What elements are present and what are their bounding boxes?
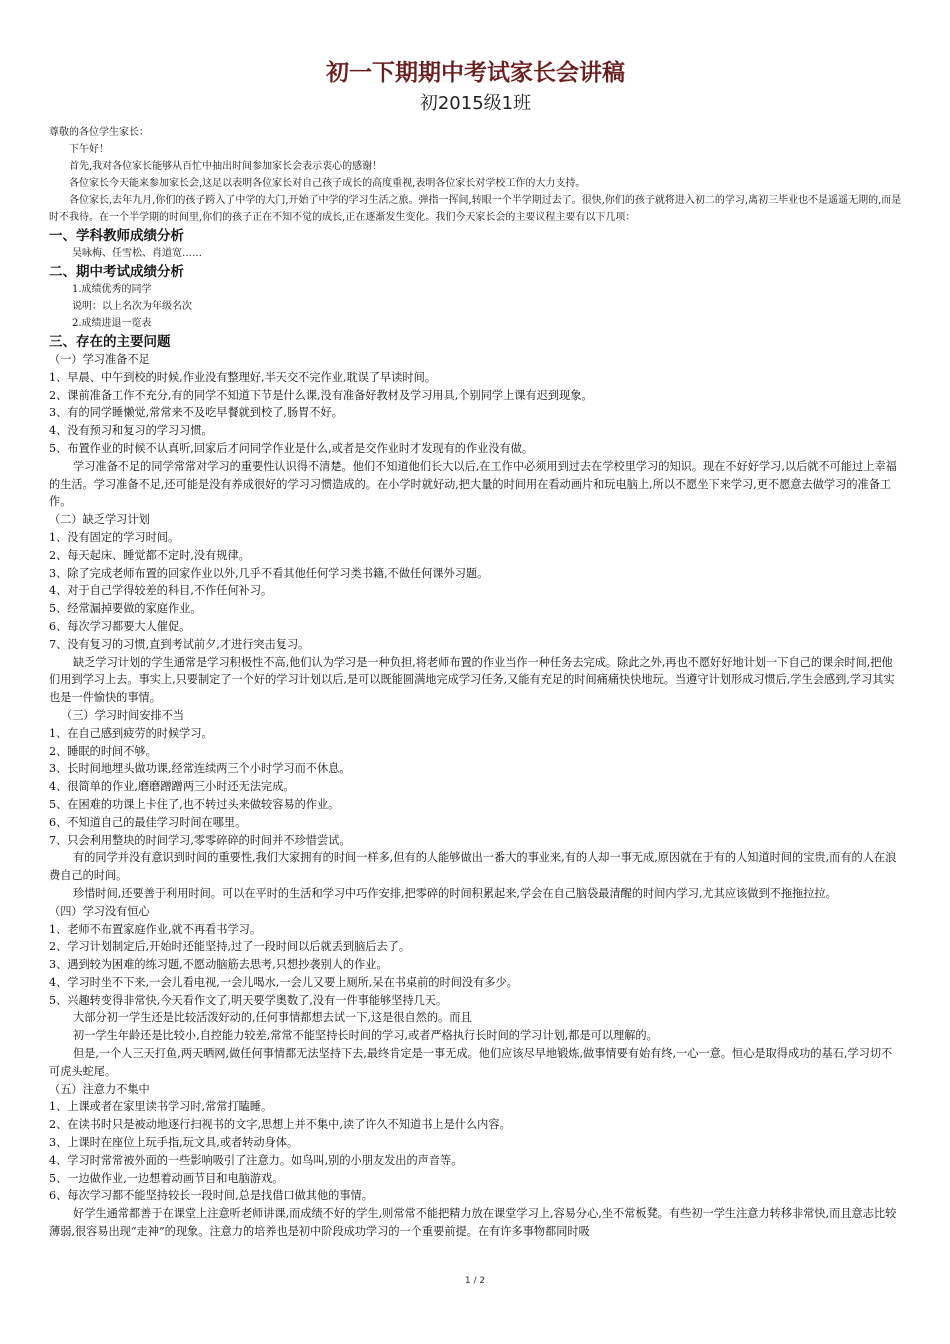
greeting: 下午好！: [69, 144, 109, 155]
problem-parts: [49, 351, 902, 1241]
list-item: 2、每天起床、睡觉都不定时,没有规律。: [49, 548, 250, 562]
list-item: 7、没有复习的习惯,直到考试前夕,才进行突击复习。: [49, 637, 310, 651]
list-item: 4、对于自己学得较差的科目,不作任何补习。: [49, 584, 273, 598]
section-heading-2: 二、期中考试成绩分析: [49, 264, 184, 280]
page-number: 1 / 2: [464, 1276, 486, 1286]
explanation-paragraph: 但是,一个人三天打鱼,两天晒网,做任何事情都无法坚持下去,最终肯定是一事无成。他们应该尽早地锻炼,做事情要有始有终,一心一意。恒心是取得成功的基石,学习切不可虎头蛇尾。: [49, 1047, 893, 1078]
list-item: 4、学习时常常被外面的一些影响吸引了注意力。如鸟叫,别的小朋友发出的声音等。: [49, 1153, 463, 1167]
explanation-paragraph: 初一学生年龄还是比较小,自控能力较差,常常不能坚持长时间的学习,或者严格执行长时间的学习计划,都是可以理解的。: [73, 1029, 658, 1043]
list-item: 7、只会利用整块的时间学习,零零碎碎的时间并不珍惜尝试。: [49, 833, 351, 847]
list-item: 1、在自己感到疲劳的时候学习。: [49, 726, 213, 740]
list-item: 3、有的同学睡懒觉,常常来不及吃早餐就到校了,肠胃不好。: [49, 406, 343, 420]
subsection-title: （三）学习时间安排不当: [61, 708, 185, 722]
list-item: 5、兴趣转变得非常快,今天看作文了,明天要学奥数了,没有一件事能够坚持几天。: [49, 993, 448, 1007]
subsection-title: （四）学习没有恒心: [49, 904, 150, 918]
section-heading-3: 三、存在的主要问题: [49, 334, 171, 350]
list-item: 6、每次学习都不能坚持较长一段时间,总是找借口做其他的事情。: [49, 1189, 373, 1203]
list-item: 4、很简单的作业,磨磨蹭蹭两三小时还无法完成。: [49, 780, 295, 794]
explanation-paragraph: 好学生通常都善于在课堂上注意听老师讲课,而成绩不好的学生,则常常不能把精力放在课堂学习上,容易分心,坐不常板凳。有些初一学生注意力转移非常快,而且意志比较薄弱,很容易出现“走神”的现象。注意力的培养也是初中阶段成功学习的一个重要前提。在有许多事物都同时吸: [49, 1207, 897, 1239]
list-item: 2、课前准备工作不充分,有的同学不知道下节是什么课,没有准备好教材及学习用具,个别同学上课有迟到现象。: [49, 388, 593, 402]
list-item: 3、遇到较为困难的练习题,不愿动脑筋去思考,只想抄袭别人的作业。: [49, 958, 388, 972]
list-item: 3、上课时在座位上玩手指,玩文具,或者转动身体。: [49, 1136, 299, 1150]
list-item: 1、上课或者在家里读书学习时,常常打瞌睡。: [49, 1100, 273, 1114]
section2-line: 2.成绩进退一览表: [72, 318, 152, 329]
salutation: 尊敬的各位学生家长：: [49, 127, 149, 138]
intro-paragraph: 各位家长,去年九月,你们的孩子跨入了中学的大门,开始了中学的学习生活之旅。弹指一挥间,转眼一个半学期过去了。很快,你们的孩子就将进入初二的学习,离初三毕业也不是遥遥无期的,而是时不我待。在一个半学期的时间里,你们的孩子正在不知不觉的成长,正在逐渐发生变化。我们今天家长会的主要议程主要有以下几项：: [49, 195, 902, 223]
explanation-paragraph: 珍惜时间,还要善于利用时间。可以在平时的生活和学习中巧作安排,把零碎的时间积累起来,学会在自己脑袋最清醒的时间内学习,尤其应该做到不拖拖拉拉。: [73, 886, 837, 900]
explanation-paragraph: 有的同学并没有意识到时间的重要性,我们大家拥有的时间一样多,但有的人能够做出一番大的事业来,有的人却一事无成,原因就在于有的人知道时间的宝贵,而有的人在浪费自己的时间。: [49, 851, 897, 883]
explanation-paragraph: 缺乏学习计划的学生通常是学习积极性不高,他们认为学习是一种负担,将老师布置的作业当作一种任务去完成。除此之外,再也不愿好好地计划一下自己的课余时间,把他们用到学习上去。事实上,只要制定了一个好的学习计划以后,是可以既能圆满地完成学习任务,又能有充足的时间痛痛快快地玩。当遵守计划形成习惯后,学生会感到,学习其实也是一件愉快的事情。: [49, 655, 895, 705]
list-item: 6、不知道自己的最佳学习时间在哪里。: [49, 815, 247, 829]
list-item: 3、长时间地埋头做功课,经常连续两三个小时学习而不休息。: [49, 762, 351, 776]
section-heading-1: 一、学科教师成绩分析: [49, 228, 184, 244]
list-item: 6、每次学习都要大人催促。: [49, 619, 191, 633]
list-item: 4、没有预习和复习的学习习惯。: [49, 424, 213, 438]
list-item: 5、一边做作业,一边想着动画节目和电脑游戏。: [49, 1171, 284, 1185]
document-title: 初一下期期中考试家长会讲稿: [326, 60, 625, 86]
list-item: 1、老师不布置家庭作业,就不再看书学习。: [49, 922, 262, 936]
subsection-title: （五）注意力不集中: [49, 1082, 150, 1096]
intro-paragraph: 各位家长今天能来参加家长会,这足以表明各位家长对自己孩子成长的高度重视,表明各位家长对学校工作的大力支持。: [69, 178, 586, 189]
section2-line: 1.成绩优秀的同学: [72, 284, 152, 295]
list-item: 2、学习计划制定后,开始时还能坚持,过了一段时间以后就丢到脑后去了。: [49, 940, 411, 954]
intro-paragraph: 首先,我对各位家长能够从百忙中抽出时间参加家长会表示衷心的感谢！: [69, 161, 383, 172]
list-item: 4、学习时坐不下来,一会儿看电视,一会儿喝水,一会儿又要上厕所,呆在书桌前的时间没有多少。: [49, 975, 518, 989]
subsection-title: （二）缺乏学习计划: [49, 513, 150, 527]
document-subtitle: 初2015级1班: [419, 93, 532, 114]
section1-line: 吴咏梅、任雪松、肖道宽……: [72, 248, 202, 259]
list-item: 5、布置作业的时候不认真听,回家后才问同学作业是什么,或者是交作业时才发现有的作业没有做。: [49, 441, 534, 455]
list-item: 1、没有固定的学习时间。: [49, 530, 180, 544]
list-item: 5、经常漏掉要做的家庭作业。: [49, 602, 202, 616]
list-item: 2、在读书时只是被动地逐行扫视书的文字,思想上并不集中,读了许久不知道书上是什么内容。: [49, 1118, 511, 1132]
subsection-title: （一）学习准备不足: [49, 353, 150, 366]
document-page: [49, 58, 902, 1241]
list-item: 5、在困难的功课上卡住了,也不转过头来做较容易的作业。: [49, 797, 340, 811]
explanation-paragraph: 学习准备不足的同学常常对学习的重要性认识得不清楚。他们不知道他们长大以后,在工作中必须用到过去在学校里学习的知识。现在不好好学习,以后就不可能过上幸福的生活。学习准备不足,还可能是没有养成很好的学习习惯造成的。在小学时就好动,把大量的时间用在看动画片和玩电脑上,所以不愿坐下来学习,更不愿意去做学习的准备工作。: [49, 459, 897, 509]
explanation-paragraph: 大部分初一学生还是比较活泼好动的,任何事情都想去试一下,这是很自然的。而且: [73, 1011, 472, 1025]
list-item: 1、早晨、中午到校的时候,作业没有整理好,半天交不完作业,耽误了早读时间。: [49, 370, 436, 384]
list-item: 2、睡眠的时间不够。: [49, 744, 157, 758]
list-item: 3、除了完成老师布置的回家作业以外,几乎不看其他任何学习类书籍,不做任何课外习题。: [49, 566, 489, 580]
section2-line: 说明：以上名次为年级名次: [72, 301, 192, 312]
